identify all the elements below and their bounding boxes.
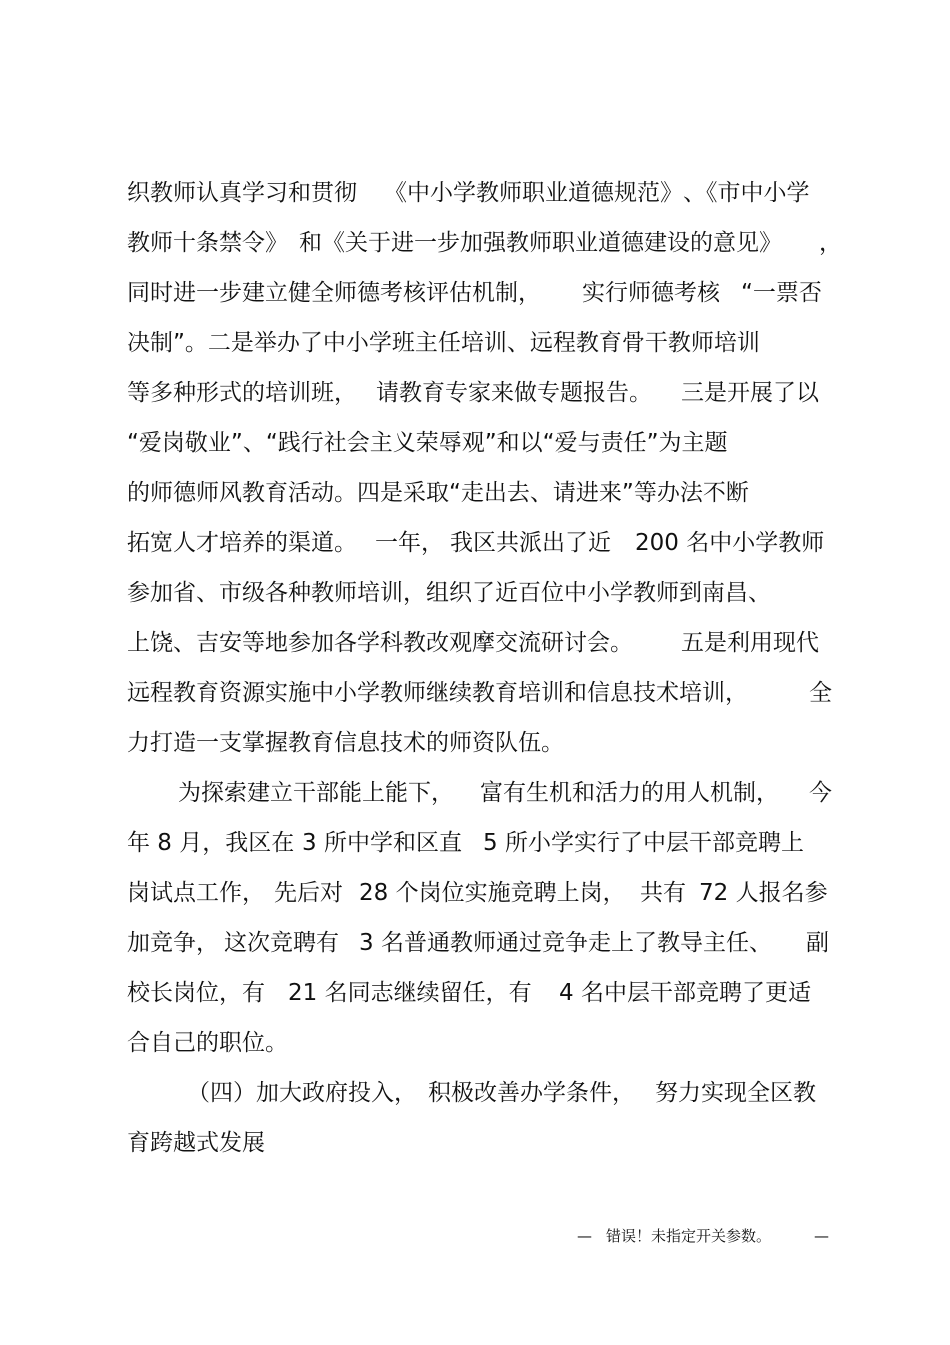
text-line [0, 718, 950, 768]
text-segment: 合自己的职位。 [127, 1030, 288, 1056]
footer-error-text: 错误！未指定开关参数。 [606, 1227, 772, 1245]
text-segment: 今 [809, 780, 832, 806]
text-segment: 、《市中小学 [683, 180, 810, 206]
text-segment: 28 个岗位实施竞聘上岗， [359, 880, 626, 906]
text-segment: 织教师认真学习和贯彻 [127, 180, 357, 206]
text-segment: 力打造一支掌握教育信息技术的师资队伍。 [127, 730, 564, 756]
text-segment: 岗试点工作， [127, 880, 265, 906]
text-segment: 育跨越式发展 [127, 1130, 265, 1156]
text-line [0, 668, 950, 718]
text-segment: 实行师德考核 [582, 280, 720, 306]
text-segment: 请教育专家来做专题报告。 [376, 380, 652, 406]
text-line [0, 418, 950, 468]
text-line [0, 318, 950, 368]
text-line [0, 868, 950, 918]
text-line [0, 618, 950, 668]
text-segment: 教师十条禁令》 [127, 230, 288, 256]
footer-left-dash: — [577, 1227, 592, 1245]
text-segment: 五是利用现代 [681, 630, 819, 656]
footer-right-dash: — [814, 1227, 829, 1245]
text-segment: 3 名普通教师通过竞争走上了教导主任、 [359, 930, 772, 956]
text-segment: 加竞争， [127, 930, 219, 956]
text-segment: 200 名中小学教师 [635, 530, 825, 556]
text-segment: 努力实现全区教 [655, 1080, 816, 1106]
text-line [0, 1118, 950, 1168]
text-segment: 上饶、吉安等地参加各学科教改观摩交流研讨会。 [127, 630, 633, 656]
text-line [0, 518, 950, 568]
text-line [0, 1068, 950, 1118]
text-segment: 等多种形式的培训班， [127, 380, 357, 406]
text-segment: 21 名同志继续留任，有 [288, 980, 532, 1006]
text-line [0, 768, 950, 818]
text-segment: 参加省、市级各种教师培训，组织了近百位中小学教师到南昌、 [127, 580, 771, 606]
text-line [0, 968, 950, 1018]
text-segment: 副 [806, 930, 829, 956]
text-segment: 3 所中学和区直 [302, 830, 462, 856]
text-segment: 远程教育资源实施中小学教师继续教育培训和信息技术培训， [127, 680, 748, 706]
text-line [0, 268, 950, 318]
text-segment: ， [819, 230, 842, 256]
text-segment: 同时进一步建立健全师德考核评估机制， [127, 280, 541, 306]
text-segment: 4 名中层干部竞聘了更适 [559, 980, 811, 1006]
text-line [0, 818, 950, 868]
text-line [0, 218, 950, 268]
text-segment: 积极改善办学条件， [428, 1080, 635, 1106]
text-segment: “爱岗敬业”、“践行社会主义荣辱观”和以“爱与责任”为主题 [127, 430, 728, 456]
text-segment: 的师德师风教育活动。四是采取“走出去、请进来”等办法不断 [127, 480, 749, 506]
text-segment: 72 人报名参 [699, 880, 828, 906]
text-line [0, 1018, 950, 1068]
text-segment: 三是开展了以 [681, 380, 819, 406]
text-segment: 5 所小学实行了中层干部竞聘上 [483, 830, 804, 856]
text-segment: 决制”。二是举办了中小学班主任培训、远程教育骨干教师培训 [127, 330, 760, 356]
text-line [0, 568, 950, 618]
text-segment: 和《关于进一步加强教师职业道德建设的意见》 [299, 230, 782, 256]
text-segment: （四）加大政府投入， [187, 1080, 417, 1106]
text-line [0, 918, 950, 968]
text-segment: 全 [809, 680, 832, 706]
text-segment: 这次竞聘有 [224, 930, 339, 956]
text-segment: 共有 [640, 880, 686, 906]
text-segment: 我区共派出了近 [450, 530, 611, 556]
text-segment: “一票否 [741, 280, 822, 306]
text-segment: 《中小学教师职业道德规范》 [384, 180, 683, 206]
text-segment: 为探索建立干部能上能下， [178, 780, 454, 806]
text-line [0, 468, 950, 518]
text-segment: 校长岗位，有 [127, 980, 265, 1006]
text-segment: 先后对 [274, 880, 343, 906]
text-segment: 富有生机和活力的用人机制， [480, 780, 779, 806]
text-line [0, 168, 950, 218]
text-segment: 一年， [375, 530, 444, 556]
text-line [0, 368, 950, 418]
text-segment: 拓宽人才培养的渠道。 [127, 530, 357, 556]
text-segment: 年 8 月，我区在 [127, 830, 295, 856]
